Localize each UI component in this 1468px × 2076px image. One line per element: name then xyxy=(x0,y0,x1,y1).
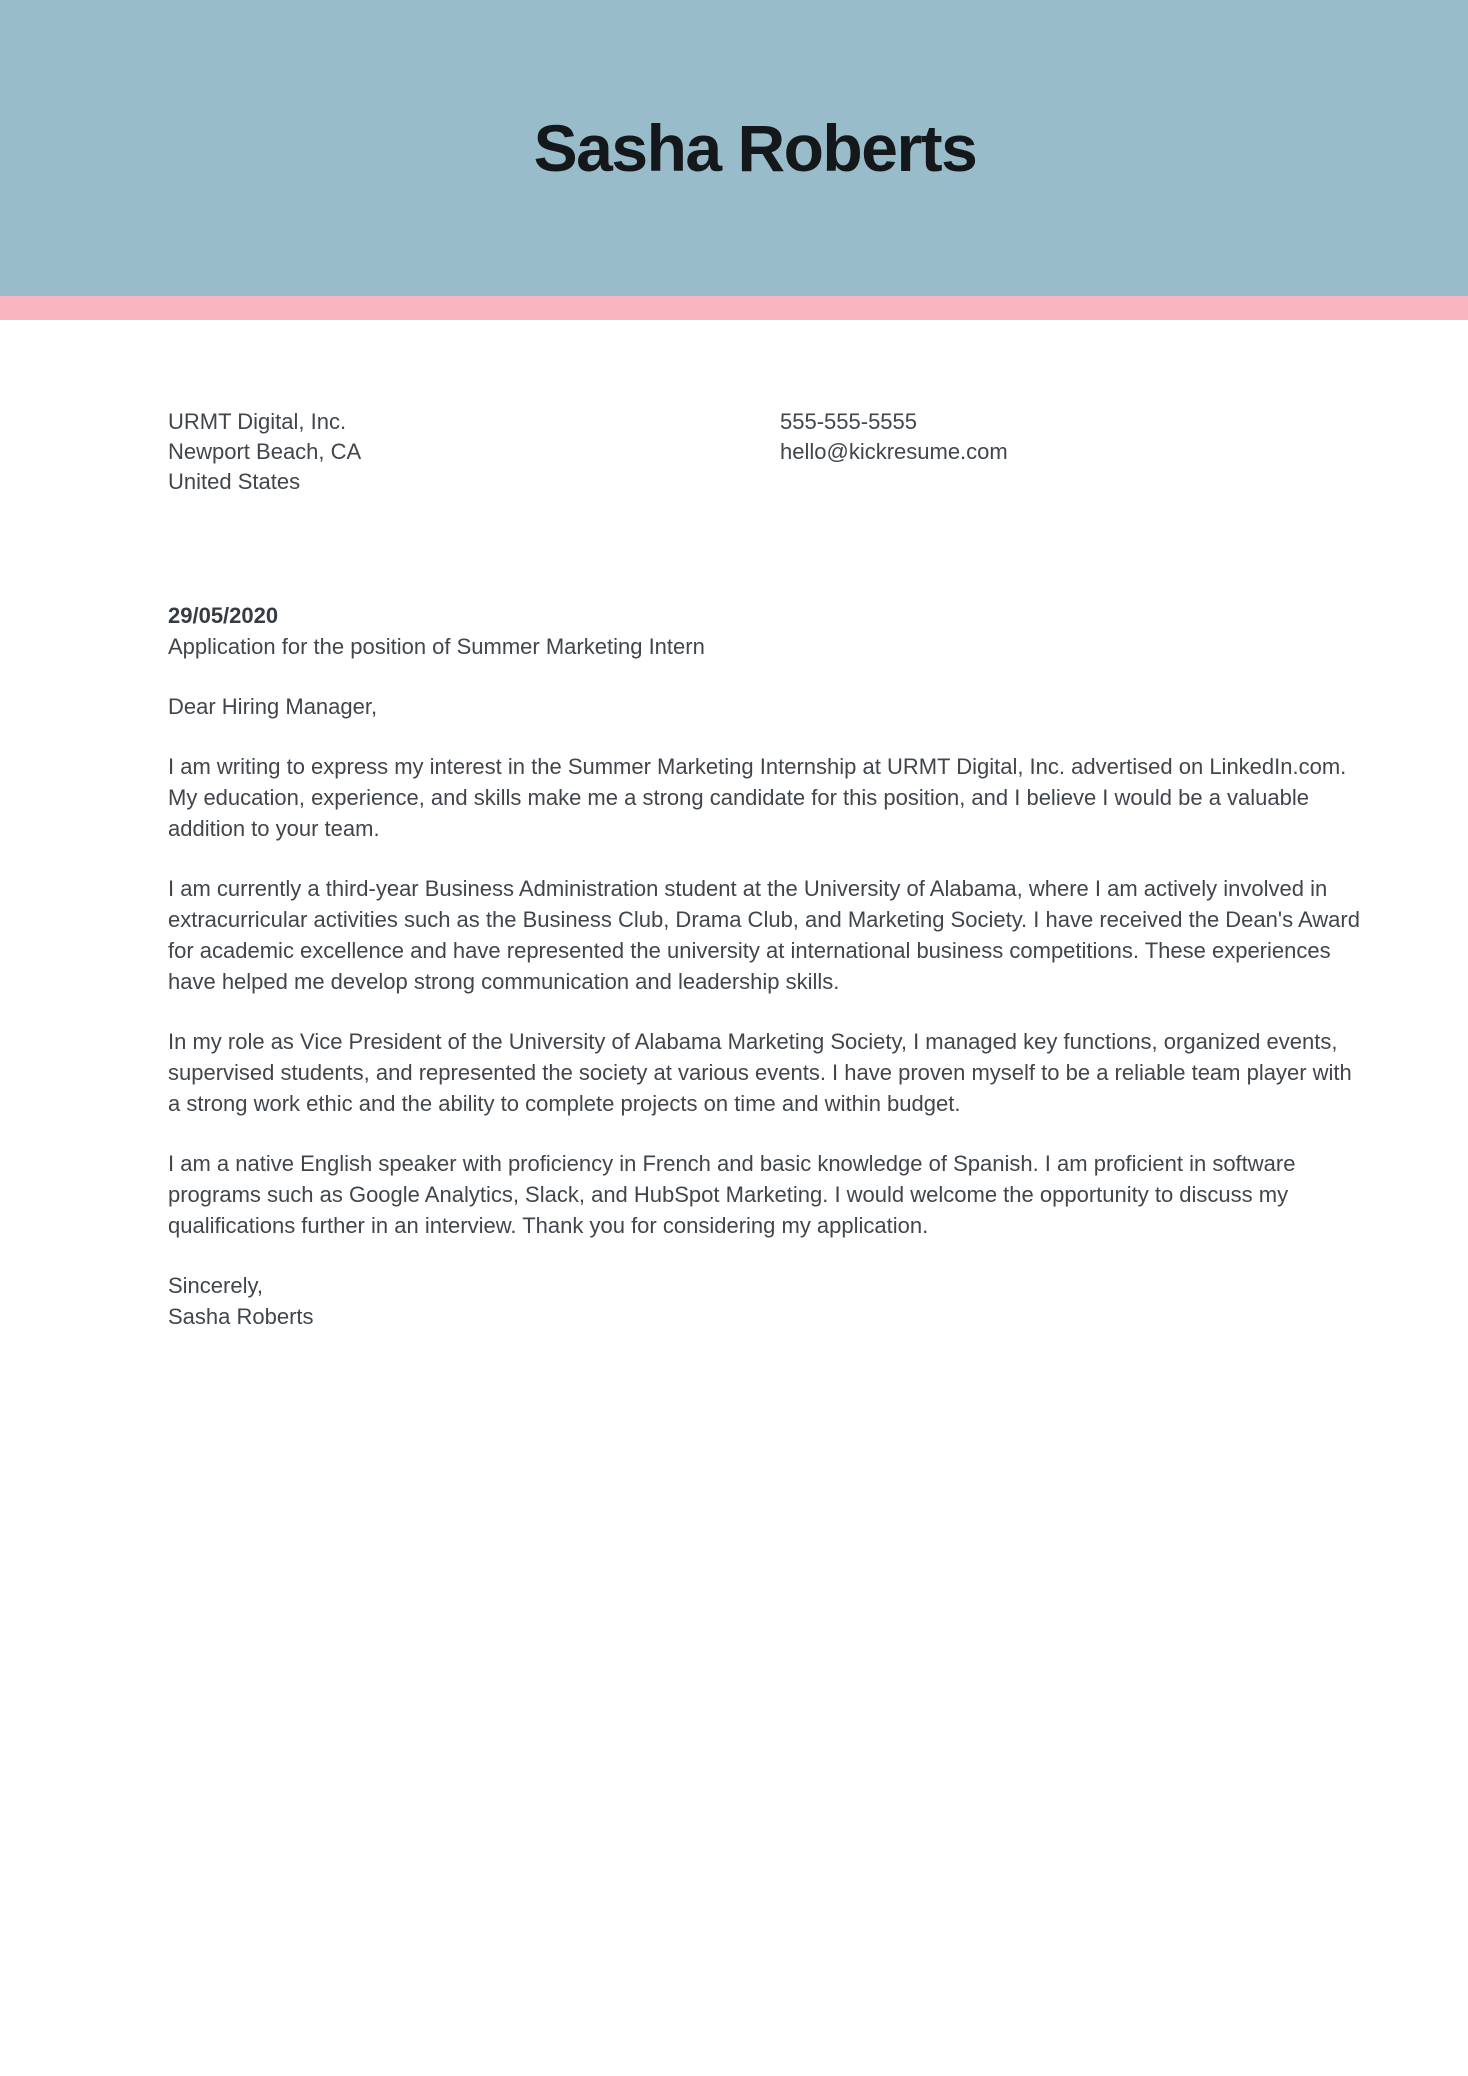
recipient-company: URMT Digital, Inc. xyxy=(168,409,347,434)
page-title: Sasha Roberts xyxy=(533,111,977,185)
body-paragraph-3: In my role as Vice President of the University of Alabama Marketing Society, I managed key functions, organized events, supervised students, and represented the society at various events. I have proven myself to be a reliable team player with a strong work ethic and the ability to complete projects on time and within budget. xyxy=(168,1029,1352,1116)
salutation: Dear Hiring Manager, xyxy=(168,694,378,719)
signature: Sasha Roberts xyxy=(168,1304,314,1329)
sender-contact-block xyxy=(780,407,1368,497)
closing-block xyxy=(168,1270,1368,1332)
recipient-country: United States xyxy=(168,469,301,494)
letter-date: 29/05/2020 xyxy=(168,603,279,628)
sender-phone: 555-555-5555 xyxy=(780,409,918,434)
closing: Sincerely, xyxy=(168,1273,263,1298)
letter-subject: Application for the position of Summer Marketing Intern xyxy=(168,634,705,659)
letter-content xyxy=(0,407,1468,1332)
sender-email: hello@kickresume.com xyxy=(780,439,1008,464)
body-paragraph-1: I am writing to express my interest in the Summer Marketing Internship at URMT Digital, Inc. advertised on LinkedIn.com. My education, experience, and skills make me a strong candidate for this position, and I believe I would be a valuable addition to your team. xyxy=(168,754,1347,841)
body-paragraph-4: I am a native English speaker with proficiency in French and basic knowledge of Spanish. I am proficient in software programs such as Google Analytics, Slack, and HubSpot Marketing. I would welcome the opportunity to discuss my qualifications further in an interview. Thank you for considering my application. xyxy=(168,1151,1296,1238)
contact-section xyxy=(168,407,1368,497)
letter-body xyxy=(168,600,1368,1332)
page-header xyxy=(0,0,1468,296)
accent-bar xyxy=(0,296,1468,320)
recipient-location: Newport Beach, CA xyxy=(168,439,362,464)
recipient-block xyxy=(168,407,780,497)
body-paragraph-2: I am currently a third-year Business Administration student at the University of Alabama, where I am actively involved in extracurricular activities such as the Business Club, Drama Club, and Marketing Society. I have received the Dean's Award for academic excellence and have represented the university at international business competitions. These experiences have helped me develop strong communication and leadership skills. xyxy=(168,876,1360,994)
